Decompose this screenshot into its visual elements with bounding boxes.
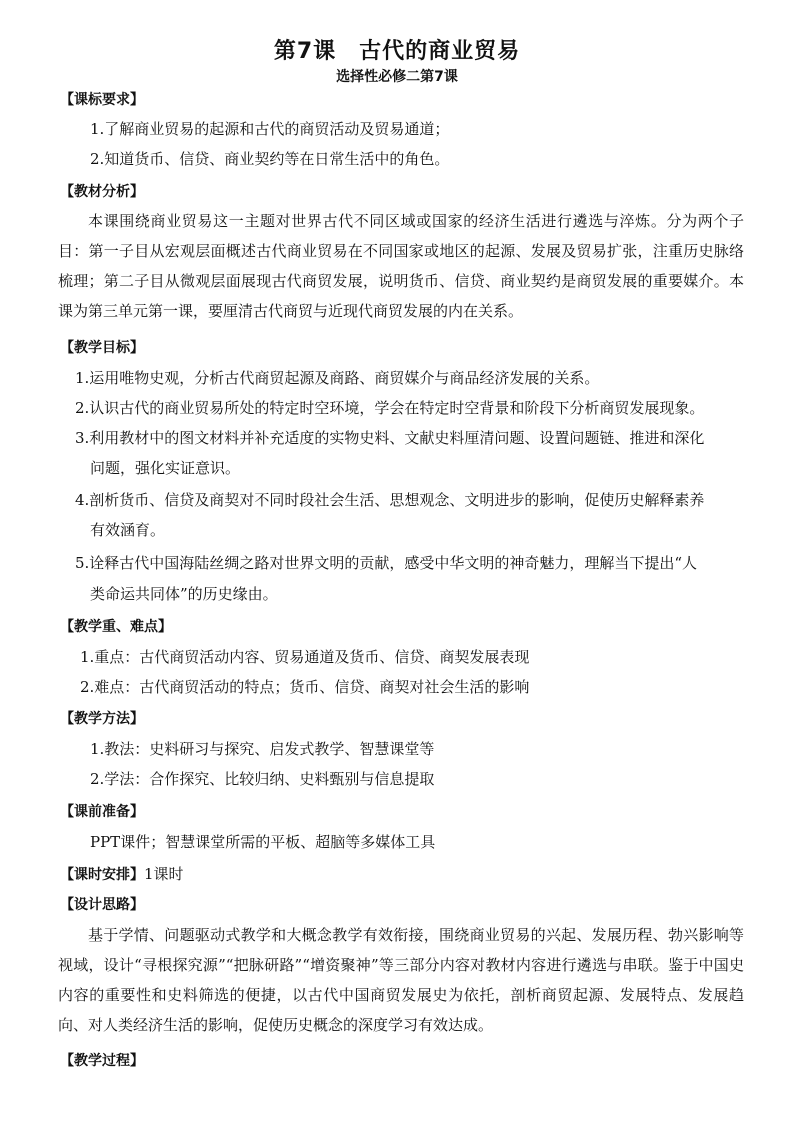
page-title: 第7课 古代的商业贸易: [273, 39, 521, 64]
method-item-2: 2.学法：合作探究、比较归纳、史料甄别与信息提取: [90, 770, 435, 788]
schedule-heading-label: 【课时安排】: [60, 867, 144, 883]
standards-item-2: 2.知道货币、信贷、商业契约等在日常生活中的角色。: [90, 150, 450, 168]
key-point-item-2: 2.难点：古代商贸活动的特点；货币、信贷、商契对社会生活的影响: [80, 678, 530, 696]
section-heading-schedule: [60, 865, 184, 884]
key-point-item-1: 1.重点：古代商贸活动内容、贸易通道及货币、信贷、商契发展表现: [80, 648, 530, 666]
objective-item-2: 2.认识古代的商业贸易所处的特定时空环境，学会在特定时空背景和阶段下分析商贸发展现象。: [75, 399, 705, 417]
method-item-1: 1.教法：史料研习与探究、启发式教学、智慧课堂等: [90, 740, 435, 758]
section-heading-analysis: 【教材分析】: [60, 184, 144, 200]
design-paragraph: 基于学情、问题驱动式教学和大概念教学有效衔接，围绕商业贸易的兴起、发展历程、勃兴影响等视域，设计“寻根探究源”“把脉研路”“增资聚神”等三部分内容对教材内容进行遴选与串联。鉴于中国史内容的重要性和史料筛选的便捷，以古代中国商贸发展史为依托，剖析商贸起源、发展特点、发展趋向、对人类经济生活的影响，促使历史概念的深度学习有效达成。: [58, 926, 744, 1034]
page-subtitle: 选择性必修二第7课: [336, 69, 458, 85]
analysis-paragraph: 本课围绕商业贸易这一主题对世界古代不同区域或国家的经济生活进行遴选与淬炼。分为两个子目：第一子目从宏观层面概述古代商业贸易在不同国家或地区的起源、发展及贸易扩张，注重历史脉络梳理；第二子目从微观层面展现古代商贸发展，说明货币、信贷、商业契约是商贸发展的重要媒介。本课为第三单元第一课，要厘清古代商贸与近现代商贸发展的内在关系。: [58, 212, 744, 320]
objective-item-5: 5.诠释古代中国海陆丝绸之路对世界文明的贡献，感受中华文明的神奇魅力，理解当下提出“人: [75, 554, 697, 572]
schedule-value: 1课时: [144, 865, 184, 883]
objective-item-3: 3.利用教材中的图文材料并补充适度的实物史料、文献史料厘清问题、设置问题链、推进和深化: [75, 429, 705, 447]
preparation-text: PPT课件；智慧课堂所需的平板、超脑等多媒体工具: [90, 833, 436, 851]
section-heading-design: 【设计思路】: [60, 897, 144, 913]
section-heading-preparation: 【课前准备】: [60, 804, 144, 820]
standards-item-1: 1.了解商业贸易的起源和古代的商贸活动及贸易通道；: [90, 120, 450, 138]
section-heading-methods: 【教学方法】: [60, 711, 144, 727]
objective-item-4-cont: 有效涵育。: [90, 521, 166, 539]
objective-item-3-cont: 问题，强化实证意识。: [90, 459, 241, 477]
section-heading-key-points: 【教学重、难点】: [60, 619, 172, 635]
section-heading-objectives: 【教学目标】: [60, 340, 144, 356]
section-heading-process: 【教学过程】: [60, 1053, 144, 1069]
objective-item-4: 4.剖析货币、信贷及商契对不同时段社会生活、思想观念、文明进步的影响，促使历史解释素养: [75, 491, 705, 509]
objective-item-5-cont: 类命运共同体”的历史缘由。: [90, 585, 278, 603]
objective-item-1: 1.运用唯物史观，分析古代商贸起源及商路、商贸媒介与商品经济发展的关系。: [75, 369, 600, 387]
section-heading-standards: 【课标要求】: [60, 92, 144, 108]
